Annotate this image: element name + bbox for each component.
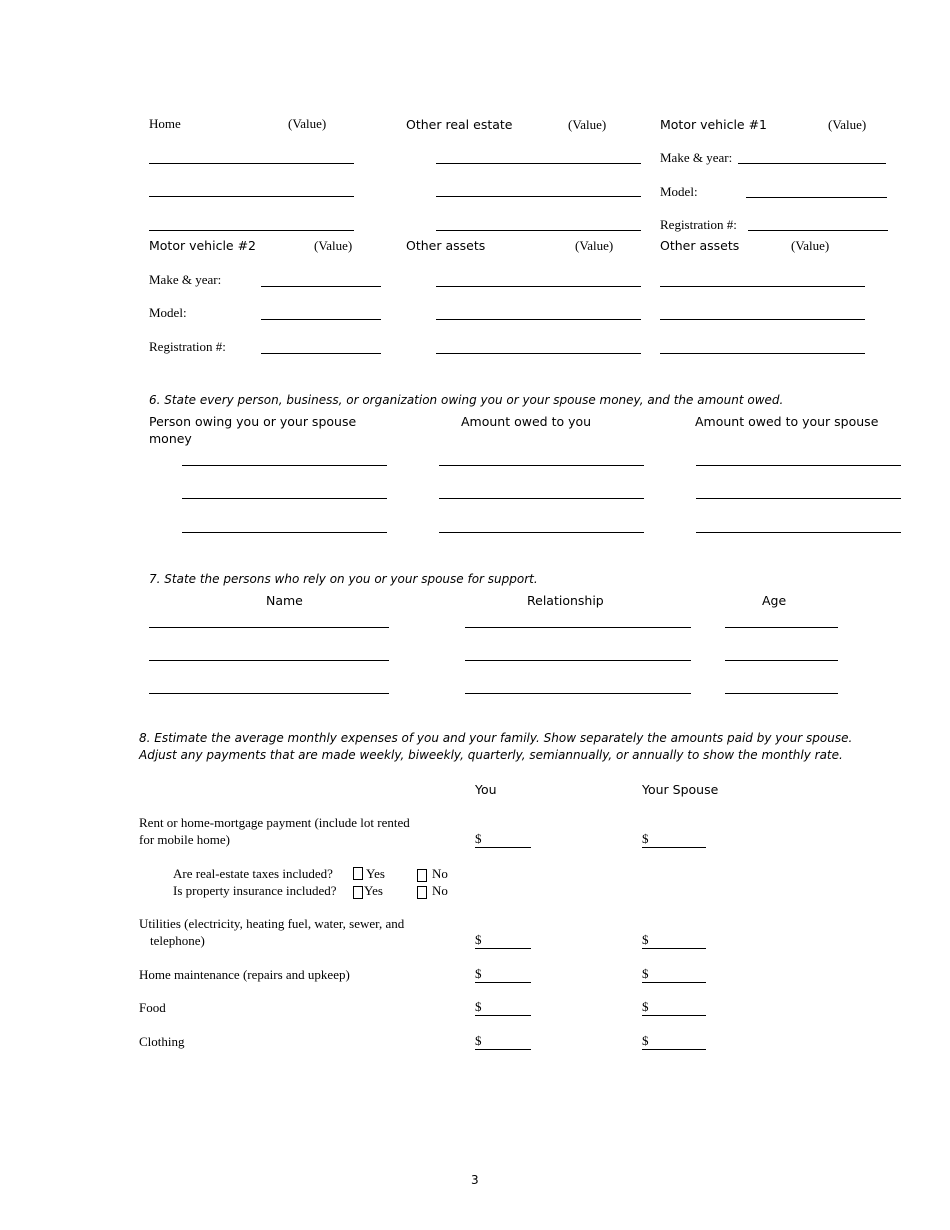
mv2-make-year-input[interactable] [261,286,381,287]
utilities-spouse-input[interactable] [642,932,706,949]
section-7-col-relationship: Relationship [527,593,604,608]
currency-symbol: $ [475,932,482,947]
other-real-estate-line-3[interactable] [436,230,641,231]
page-number: 3 [471,1173,479,1187]
home-line-3[interactable] [149,230,354,231]
home-value-label: (Value) [288,116,327,131]
s6-amount-you-line-2[interactable] [439,498,644,499]
home-line-1[interactable] [149,163,354,164]
section-6-question: 6. State every person, business, or organization owing you or your spouse money, and the amount owed. [149,393,784,407]
section-8-col-spouse: Your Spouse [642,782,719,797]
s7-relationship-line-1[interactable] [465,627,691,628]
food-you-input[interactable] [475,999,531,1016]
mv1-model-label: Model: [660,184,698,199]
mv1-model-input[interactable] [746,197,887,198]
section-6-col-amount-spouse: Amount owed to your spouse [695,414,879,429]
motor-vehicle-1-value-label: (Value) [828,117,867,132]
currency-symbol: $ [642,1033,649,1048]
section-7-col-age: Age [762,593,787,608]
currency-symbol: $ [642,999,649,1014]
other-real-estate-label: Other real estate [406,117,513,132]
taxes-yes-checkbox[interactable] [353,867,363,880]
other-real-estate-line-2[interactable] [436,196,641,197]
currency-symbol: $ [642,966,649,981]
currency-symbol: $ [475,831,482,846]
s7-name-line-1[interactable] [149,627,389,628]
s6-person-line-1[interactable] [182,465,387,466]
other-assets-1-line-3[interactable] [436,353,641,354]
currency-symbol: $ [642,932,649,947]
insurance-question: Is property insurance included? [173,883,337,898]
insurance-no-label: No [432,883,448,898]
rent-you-input[interactable] [475,831,531,848]
s6-person-line-3[interactable] [182,532,387,533]
utilities-label-line2: telephone) [150,933,205,948]
other-assets-1-value-label: (Value) [575,238,614,253]
other-assets-2-value-label: (Value) [791,238,830,253]
other-assets-2-line-2[interactable] [660,319,865,320]
insurance-no-checkbox[interactable] [417,886,427,899]
food-label: Food [139,1000,166,1015]
other-assets-2-line-3[interactable] [660,353,865,354]
rent-spouse-input[interactable] [642,831,706,848]
section-8-question-line1: 8. Estimate the average monthly expenses of you and your family. Show separately the amounts paid by your spouse. [139,731,853,745]
insurance-yes-checkbox[interactable] [353,886,363,899]
section-8-question-line2: Adjust any payments that are made weekly, biweekly, quarterly, semiannually, or annually to show the monthly rate. [139,748,843,762]
other-assets-1-label: Other assets [406,238,486,253]
section-7-question: 7. State the persons who rely on you or your spouse for support. [149,572,538,586]
mv2-registration-input[interactable] [261,353,381,354]
taxes-yes-label: Yes [366,866,385,881]
mv1-registration-input[interactable] [748,230,888,231]
s7-relationship-line-2[interactable] [465,660,691,661]
s6-amount-spouse-line-3[interactable] [696,532,901,533]
other-assets-2-label: Other assets [660,238,740,253]
s6-amount-you-line-1[interactable] [439,465,644,466]
s7-relationship-line-3[interactable] [465,693,691,694]
maintenance-you-input[interactable] [475,966,531,983]
insurance-yes-label: Yes [364,883,383,898]
food-spouse-input[interactable] [642,999,706,1016]
mv1-make-year-input[interactable] [738,163,886,164]
section-6-col-amount-you: Amount owed to you [461,414,592,429]
clothing-you-input[interactable] [475,1033,531,1050]
home-label: Home [149,116,181,131]
other-assets-1-line-2[interactable] [436,319,641,320]
clothing-spouse-input[interactable] [642,1033,706,1050]
currency-symbol: $ [475,966,482,981]
taxes-question: Are real-estate taxes included? [173,866,333,881]
other-real-estate-line-1[interactable] [436,163,641,164]
s6-amount-you-line-3[interactable] [439,532,644,533]
other-assets-2-line-1[interactable] [660,286,865,287]
taxes-no-label: No [432,866,448,881]
mv1-make-year-label: Make & year: [660,150,733,165]
clothing-label: Clothing [139,1034,185,1049]
section-7-col-name: Name [266,593,303,608]
section-8-col-you: You [475,782,497,797]
s7-age-line-2[interactable] [725,660,838,661]
rent-label-line2: for mobile home) [139,832,230,847]
rent-label-line1: Rent or home-mortgage payment (include lot rented [139,815,410,830]
s7-age-line-1[interactable] [725,627,838,628]
s7-name-line-3[interactable] [149,693,389,694]
s7-age-line-3[interactable] [725,693,838,694]
mv1-registration-label: Registration #: [660,217,737,232]
mv2-registration-label: Registration #: [149,339,226,354]
s6-amount-spouse-line-1[interactable] [696,465,901,466]
home-line-2[interactable] [149,196,354,197]
motor-vehicle-2-label: Motor vehicle #2 [149,238,257,253]
motor-vehicle-2-value-label: (Value) [314,238,353,253]
maintenance-spouse-input[interactable] [642,966,706,983]
maintenance-label: Home maintenance (repairs and upkeep) [139,967,350,982]
other-assets-1-line-1[interactable] [436,286,641,287]
s6-amount-spouse-line-2[interactable] [696,498,901,499]
s7-name-line-2[interactable] [149,660,389,661]
taxes-no-checkbox[interactable] [417,869,427,882]
section-6-col-person-line2: money [149,431,192,446]
currency-symbol: $ [475,999,482,1014]
section-6-col-person-line1: Person owing you or your spouse [149,414,357,429]
utilities-label-line1: Utilities (electricity, heating fuel, water, sewer, and [139,916,405,931]
currency-symbol: $ [475,1033,482,1048]
currency-symbol: $ [642,831,649,846]
motor-vehicle-1-label: Motor vehicle #1 [660,117,768,132]
mv2-make-year-label: Make & year: [149,272,222,287]
mv2-model-label: Model: [149,305,187,320]
s6-person-line-2[interactable] [182,498,387,499]
other-real-estate-value-label: (Value) [568,117,607,132]
mv2-model-input[interactable] [261,319,381,320]
utilities-you-input[interactable] [475,932,531,949]
